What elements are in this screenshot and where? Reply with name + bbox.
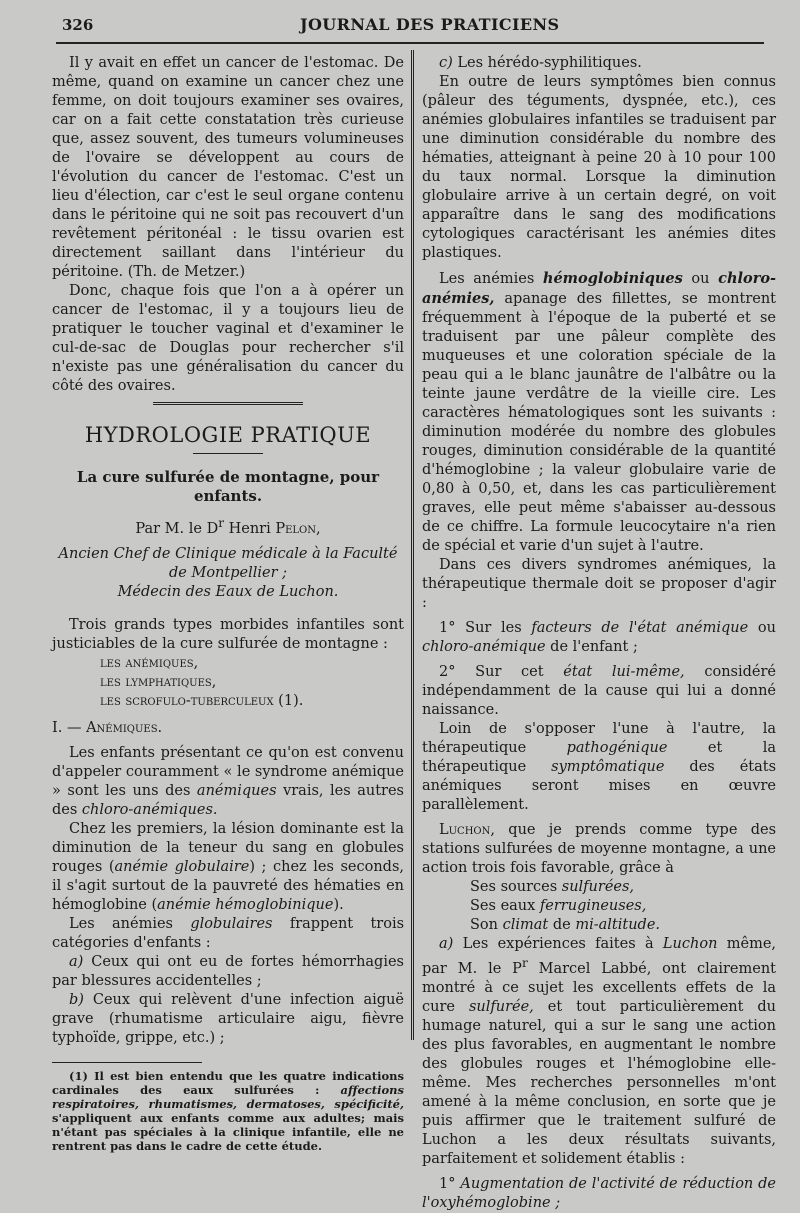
paragraph: En outre de leurs symptômes bien connus (pâleur des téguments, dyspnée, etc.), ces anémies globulaires infantiles se traduisent par une diminution considérable du nombre des hématies, atteignant à peine 20 à 10 pour 100 du taux normal. Lorsque la diminution globulaire arrive à un certain degré, on voit apparaître dans le sang des modifications cytologiques caractérisant les anémies dites plastiques. bbox=[422, 74, 776, 261]
section-rule-top bbox=[153, 402, 303, 408]
footnote: (1) Il est bien entendu que les quatre indications cardinales des eaux sulfurées : affections respiratoires, rhumatismes, dermatoses, spécificité, s'appliquent aux enfants comme aux adultes; mais n'étant pas spéciales à la clinique infantile, elle ne rentrent pas dans le cadre de cette étude. bbox=[52, 1068, 404, 1153]
type-list-item: les lymphatiques, bbox=[100, 673, 217, 690]
affiliation-1: Ancien Chef de Clinique médicale à la Faculté de Montpellier ; bbox=[58, 545, 398, 581]
intro-paragraph-1: Il y avait en effet un cancer de l'estomac. De même, quand on examine un cancer chez une femme, on doit toujours examiner ses ovaires, car on a fait cette constatation très curieuse que, assez souvent, des tumeurs volumineuses de l'ovaire se développent au cours de l'évolution du cancer de l'estomac. C'est un lieu d'élection, car c'est le seul organe contenu dans le péritoine qui ne soit pas recouvert d'un revêtement péritonéal : le tissu ovarien est directement saillant dans l'intérieur du péritoine. (Th. de Metzer.) bbox=[52, 55, 404, 280]
paragraph: Les anémies globulaires frappent trois catégories d'enfants : bbox=[52, 915, 405, 951]
verse-line: Ses sources sulfurées, bbox=[470, 879, 635, 895]
section-rule-bottom bbox=[193, 453, 263, 454]
verse-line: Ses eaux ferrugineuses, bbox=[470, 898, 647, 914]
right-column bbox=[422, 54, 776, 1213]
paragraph: Les anémies hémoglobiniques ou chloro-anémies, apanage des fillettes, se montrent fréquemment à l'époque de la puberté et se traduisent par une pâleur complète des muqueuses et une coloration spéciale de la peau qui a le blanc jaunâtre de l'albâtre ou la teinte jaune verdâtre de la vieille cire. Les caractères hématologiques sont les suivants : diminution modérée du nombre des globules rouges, diminution considérable de la quantité d'hémoglobine ; la valeur globulaire varie de 0,80 à 0,50, et, dans les cas particulièrement graves, elle peut même s'abaisser au-dessous de ce chiffre. La formule leucocytaire n'a rien de spécial et varie d'un sujet à l'autre. bbox=[422, 270, 777, 554]
header-rule bbox=[56, 42, 764, 44]
verse-line: Son climat de mi-altitude. bbox=[470, 917, 661, 933]
paragraph: c) Les hérédo-syphilitiques. bbox=[439, 55, 642, 71]
paragraph: Luchon, que je prends comme type des stations sulfurées de moyenne montagne, a une action trois fois favorable, grâce à bbox=[422, 822, 777, 876]
paragraph: Dans ces divers syndromes anémiques, la thérapeutique thermale doit se proposer d'agir : bbox=[422, 557, 776, 611]
section-title: HYDROLOGIE PRATIQUE bbox=[84, 423, 372, 447]
column-divider bbox=[411, 50, 414, 1040]
paragraph: 1° Augmentation de l'activité de réduction de l'oxyhémoglobine ; bbox=[422, 1175, 777, 1211]
paragraph: Les enfants présentant ce qu'on est convenu d'appeler couramment « le syndrome anémique » sont les uns des anémiques vrais, les autres des chloro-anémiques. bbox=[52, 744, 404, 818]
paragraph: a) Les expériences faites à Luchon même, par M. le $P^r$ Marcel Labbé, ont clairement montré à ce sujet les excellents effets de la cure sulfurée, et tout particulièrement du humage naturel, qui a sur le sang une action des plus favorables, en augmentant le nombre des globules rouges et l'hémoglobine elle-même. Mes recherches personnelles m'ont amené à la même conclusion, en sorte que je puis affirmer que le traitement sulfuré de Luchon a les deux résultats suivants, parfaitement et solidement établis : bbox=[422, 936, 777, 1167]
footnote-rule bbox=[52, 1062, 202, 1063]
affiliation-2: Médecin des Eaux de Luchon. bbox=[117, 583, 339, 600]
article-title: La cure sulfurée de montagne, pour enfants. bbox=[76, 468, 380, 505]
paragraph: 1° Sur les facteurs de l'état anémique ou chloro-anémique de l'enfant ; bbox=[422, 620, 776, 655]
paragraph: a) Ceux qui ont eu de fortes hémorrhagies par blessures accidentelles ; bbox=[52, 953, 404, 989]
type-list-item: les scrofulo-tuberculeux (1). bbox=[100, 692, 304, 709]
paragraph: 2° Sur cet état lui-même, considéré indépendamment de la cause qui lui a donné naissance. bbox=[422, 664, 777, 718]
journal-title: JOURNAL DES PRATICIENS bbox=[300, 15, 560, 34]
page-number: 326 bbox=[62, 16, 94, 34]
type-list-item: les anémiques, bbox=[100, 654, 199, 671]
paragraph: Chez les premiers, la lésion dominante est la diminution de la teneur du sang en globules rouges (anémie globulaire) ; chez les seconds, il s'agit surtout de la pauvreté des hématies en hémoglobine (anémie hémoglobinique). bbox=[52, 820, 404, 913]
article-intro: Trois grands types morbides infantiles sont justiciables de la cure sulfurée de montagne : bbox=[52, 616, 404, 652]
byline: Par M. le $D^r$ Henri Pelon, bbox=[135, 516, 321, 537]
paragraph: Loin de s'opposer l'une à l'autre, la thérapeutique pathogénique et la thérapeutique symptômatique des états anémiques seront mises en œuvre parallèlement. bbox=[422, 721, 777, 813]
left-column bbox=[52, 54, 404, 1153]
intro-paragraph-2: Donc, chaque fois que l'on a à opérer un cancer de l'estomac, il y a toujours lieu de pratiquer le toucher vaginal et d'examiner le cul-de-sac de Douglas pour rechercher s'il n'existe pas une généralisation du cancer du côté des ovaires. bbox=[52, 283, 404, 394]
paragraph: b) Ceux qui relèvent d'une infection aiguë grave (rhumatisme articulaire aigu, fièvre typhoïde, grippe, etc.) ; bbox=[52, 991, 404, 1046]
sub-heading: I. — Anémiques. bbox=[52, 719, 163, 736]
